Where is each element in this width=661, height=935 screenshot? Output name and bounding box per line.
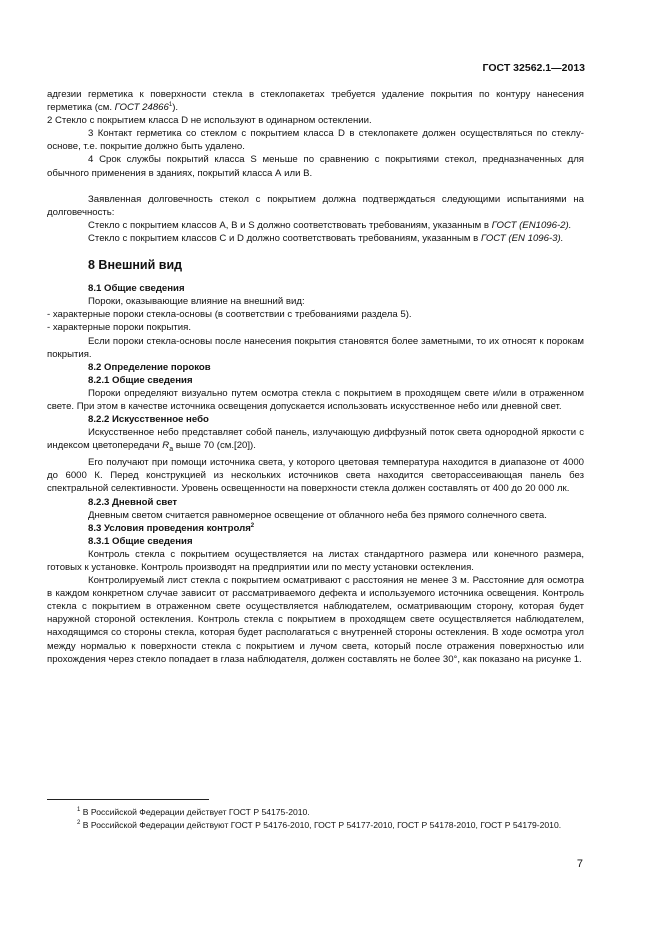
- paragraph-durability: Заявленная долговечность стекол с покрытием должна подтверждаться следующими испытаниями на долговечность:: [47, 193, 584, 218]
- paragraph: Его получают при помощи источника света, у которого цветовая температура находится в диапазоне от 4000 до 6000 К. Перед конструкцией из нескольких источников света находится светорассеивающая панель без спектральной селективности. Уровень освещенности на поверхности стекла должен составлять от 400 до 20 000 лк.: [47, 457, 584, 495]
- subsection-title: 8.2.1 Общие сведения: [88, 374, 193, 386]
- paragraph: Контролируемый лист стекла с покрытием осматривают с расстояния не менее 3 м. Расстояние для осмотра в каждом конкретном случае зависит от рассматриваемого дефекта и используемого источника освещения. Контроль стекла с покрытием в отраженном свете осуществляется наблюдателем, осматривающим сторону, которая будет наружной стороной остекления. Контроль стекла с покрытием в проходящем свете осуществляется наблюдателем, находящимся со стороны стекла, которая будет располагаться с внутренней стороны остекления. В ходе осмотра угол между нормалью к поверхности стекла с покрытием и лучом света, который после отражения поверхностью или прохождения через стекло попадает в глаза наблюдателя, должен составлять не более 30°, как показано на рисунке 1.: [47, 575, 584, 665]
- standard-reference: ГОСТ (EN 1096-3).: [480, 232, 564, 244]
- paragraph: Пороки определяют визуально путем осмотра стекла с покрытием в проходящем свете и/или в отраженном свете. При этом в качестве источника освещения допускается использовать искусственное небо или дневной свет.: [47, 387, 584, 412]
- paragraph: [47, 426, 584, 456]
- list-item: - характерные пороки покрытия.: [47, 322, 192, 334]
- page-number: 7: [576, 858, 583, 870]
- list-item: - характерные пороки стекла-основы (в соответствии с требованиями раздела 5).: [47, 309, 412, 321]
- footnote-text: В Российской Федерации действует ГОСТ Р 54175-2010.: [80, 807, 310, 817]
- subsection-title: 8.3.1 Общие сведения: [88, 535, 193, 547]
- note-3: 3 Контакт герметика со стеклом с покрытием класса D в стеклопакете должен осуществляться по стеклу-основе, т.е. покрытие должно быть удалено.: [47, 128, 584, 153]
- paragraph-adhesion: [47, 88, 584, 114]
- footnote-text: В Российской Федерации действуют ГОСТ Р 54176-2010, ГОСТ Р 54177-2010, ГОСТ Р 54178-2010, ГОСТ Р 54179-2010.: [80, 819, 562, 830]
- subsection-title: 8.2 Определение пороков: [88, 361, 211, 373]
- footnote-marker: 2: [77, 819, 81, 826]
- paragraph-classes-cd: [47, 232, 584, 245]
- text-run: Стекло с покрытием классов А, В и S должно соответствовать требованиям, указанным в: [88, 219, 492, 231]
- note-2: 2 Стекло с покрытием класса D не используют в одинарном остеклении.: [47, 115, 372, 127]
- text-run: Искусственное небо представляет собой панель, излучающую диффузный поток света однородной яркости с индексом цветопередачи: [47, 427, 584, 452]
- paragraph: Пороки, оказывающие влияние на внешний вид:: [88, 296, 305, 308]
- footnote-divider: [47, 799, 209, 800]
- footnote-marker: 1: [168, 101, 173, 108]
- section-title: 8 Внешний вид: [88, 258, 183, 273]
- page-content: [47, 88, 584, 666]
- paragraph: Контроль стекла с покрытием осуществляется на листах стандартного размера или конечного размера, готовых к установке. Контроль производят на предприятии или по месту установки остекления.: [47, 548, 584, 573]
- text-run: ).: [172, 102, 179, 114]
- subsection-title: 8.2.3 Дневной свет: [88, 496, 178, 508]
- footnote-marker: 1: [77, 807, 81, 814]
- standard-reference: ГОСТ (EN1096-2).: [491, 219, 572, 231]
- symbol-r: R: [162, 440, 170, 452]
- subsection-title: 8.1 Общие сведения: [88, 283, 185, 295]
- subsection-title: [47, 522, 584, 535]
- note-4: 4 Срок службы покрытий класса S меньше по сравнению с покрытиями стекол, предназначенных для обычного применения в зданиях, покрытий класса А или В.: [47, 154, 584, 179]
- standard-reference: ГОСТ 24866: [114, 102, 169, 114]
- symbol-subscript: a: [169, 446, 174, 454]
- footnote-marker: 2: [250, 522, 255, 529]
- text-run: Стекло с покрытием классов С и D должно соответствовать требованиям, указанным в: [88, 232, 481, 244]
- paragraph: Дневным светом считается равномерное освещение от облачного неба без прямого солнечного света.: [88, 509, 547, 521]
- text-run: выше 70 (см.[20]).: [173, 440, 256, 452]
- footnote: [47, 819, 584, 832]
- footnote: [47, 806, 584, 819]
- text-run: 8.3 Условия проведения контроля: [88, 522, 251, 534]
- spacer: [47, 180, 584, 193]
- subsection-title: 8.2.2 Искусственное небо: [88, 414, 209, 426]
- paragraph-classes-abs: [47, 219, 584, 232]
- document-header: ГОСТ 32562.1—2013: [482, 62, 585, 74]
- paragraph: Если пороки стекла-основы после нанесения покрытия становятся более заметными, то их относят к порокам покрытия.: [47, 335, 584, 360]
- text-run: адгезии герметика к поверхности стекла в стеклопакетах требуется удаление покрытия по контуру нанесения герметика (см.: [47, 89, 584, 114]
- footnotes: [47, 806, 584, 831]
